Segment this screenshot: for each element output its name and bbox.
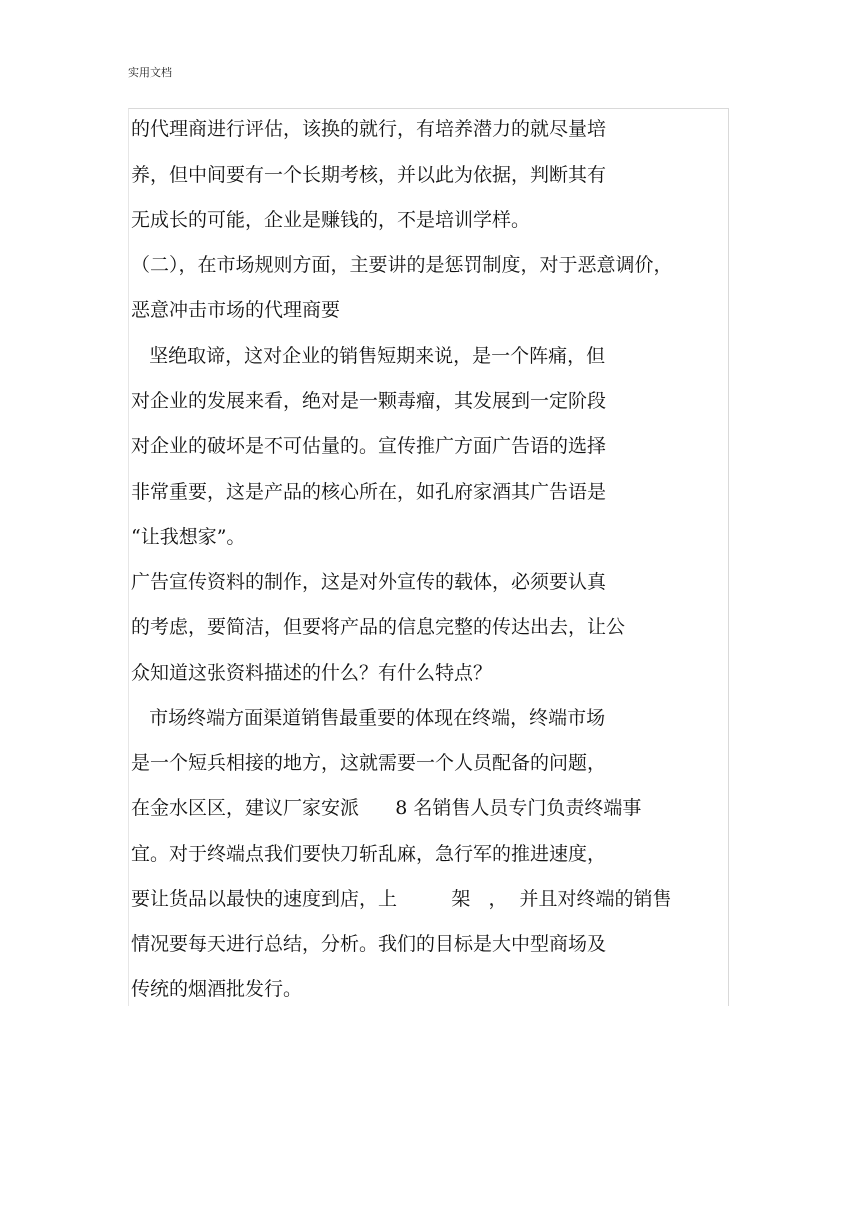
text-line: 的代理商进行评估，该换的就行，有培养潜力的就尽量培 xyxy=(131,118,607,140)
page-frame xyxy=(128,108,729,1006)
text-line: 坚绝取谛，这对企业的销售短期来说，是一个阵痛，但 xyxy=(131,345,606,367)
text-line: 情况要每天进行总结，分析。我们的目标是大中型商场及 xyxy=(131,933,607,955)
text-line: 对企业的发展来看，绝对是一颗毒瘤，其发展到一定阶段 xyxy=(131,390,607,412)
document-header: 实用文档 xyxy=(128,66,172,79)
text-line: 宜。对于终端点我们要快刀斩乱麻，急行军的推进速度， xyxy=(131,843,607,865)
text-line: 在金水区区，建议厂家安派 8 名销售人员专门负责终端事 xyxy=(131,797,642,819)
text-line: 传统的烟酒批发行。 xyxy=(131,978,303,1000)
text-line: 恶意冲击市场的代理商要 xyxy=(131,299,341,321)
text-line: 是一个短兵相接的地方，这就需要一个人员配备的问题， xyxy=(131,752,607,774)
text-line: （二），在市场规则方面，主要讲的是惩罚制度，对于恶意调价， xyxy=(131,254,673,276)
text-line: 无成长的可能，企业是赚钱的，不是培训学样。 xyxy=(131,209,531,231)
text-line: 市场终端方面渠道销售最重要的体现在终端，终端市场 xyxy=(131,707,606,729)
text-line: 要让货品以最快的速度到店，上 架 ， 并且对终端的销售 xyxy=(131,888,672,910)
text-line: 的考虑，要简洁，但要将产品的信息完整的传达出去，让公 xyxy=(131,616,626,638)
text-line: 非常重要，这是产品的核心所在，如孔府家酒其广告语是 xyxy=(131,481,607,503)
text-line: 对企业的破坏是不可估量的。宣传推广方面广告语的选择 xyxy=(131,435,607,457)
text-line: 养，但中间要有一个长期考核，并以此为依据，判断其有 xyxy=(131,164,607,186)
text-line: “让我想家”。 xyxy=(131,526,246,548)
text-line: 广告宣传资料的制作，这是对外宣传的载体，必须要认真 xyxy=(131,571,607,593)
text-line: 众知道这张资料描述的什么？有什么特点？ xyxy=(131,662,493,684)
